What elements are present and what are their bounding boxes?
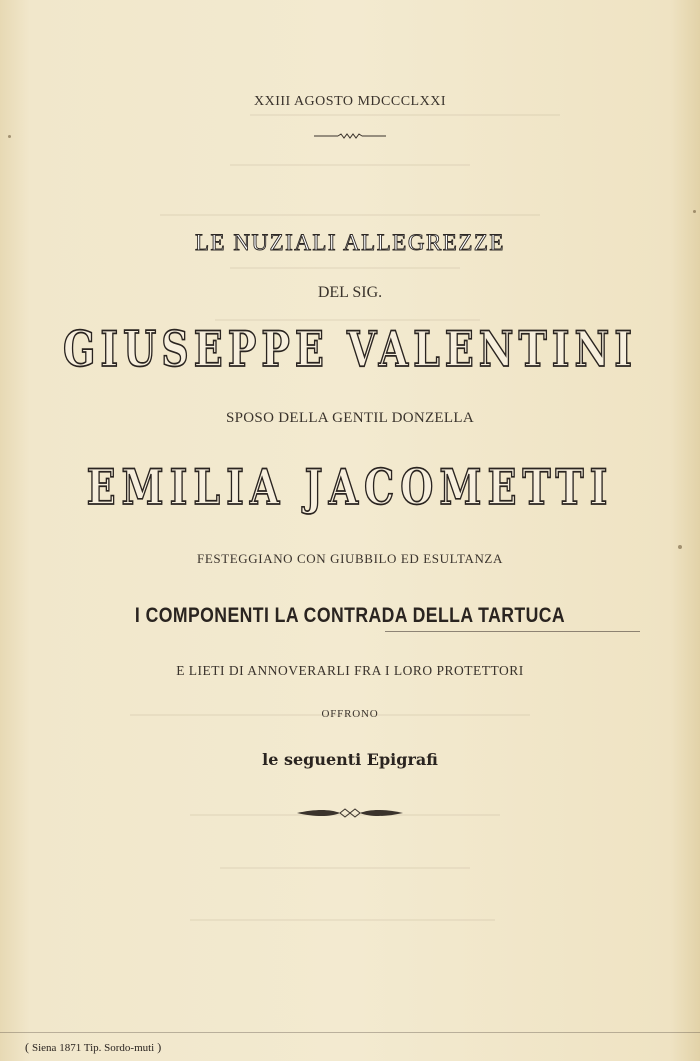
printer-imprint: Siena 1871 Tip. Sordo-muti [32,1042,155,1054]
paper-speck [8,135,11,138]
date-line: XXIII AGOSTO MDCCCLXXI [254,94,446,109]
offrono-label: OFFRONO [321,708,379,720]
printer-footer: ( Siena 1871 Tip. Sordo-muti ) [25,1040,162,1054]
paper-speck [693,210,696,213]
festeggiano-line: FESTEGGIANO CON GIUBBILO ED ESULTANZA [197,551,503,566]
componenti-line: I COMPONENTI LA CONTRADA DELLA TARTUCA [134,604,566,627]
footer-rule [0,1032,700,1033]
groom-name: GIUSEPPE VALENTINI [62,319,638,378]
lieti-line: E LIETI DI ANNOVERARLI FRA I LORO PROTETTORI [176,663,524,678]
headline: LE NUZIALI ALLEGREZZE [195,230,505,255]
divider-ornament-bottom [0,806,700,825]
epigrafi-label: le seguenti Epigrafi [262,750,438,769]
sposo-line: SPOSO DELLA GENTIL DONZELLA [226,410,474,426]
divider-ornament-top [0,128,700,146]
bride-name: EMILIA JACOMETTI [86,457,614,516]
pencil-underline [385,631,640,632]
del-sig-label: DEL SIG. [317,284,383,301]
paper-speck [678,545,682,549]
